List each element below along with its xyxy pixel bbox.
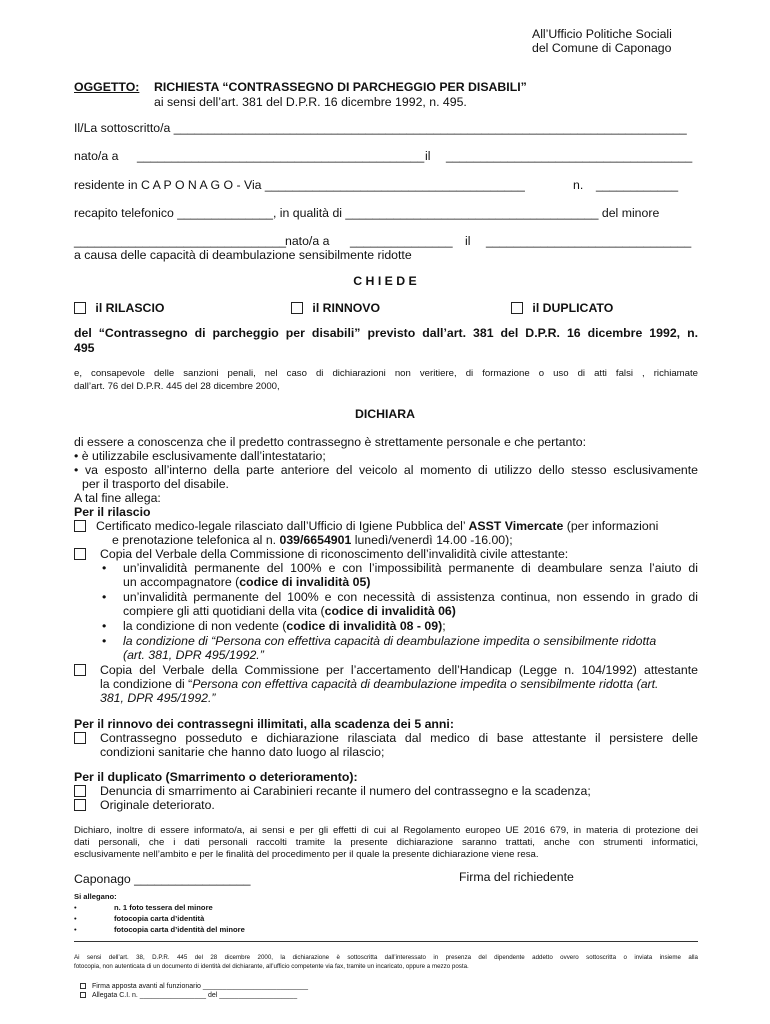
- non-vedente-text: la condizione di non vedente (: [123, 619, 287, 633]
- consapevole-line-1: e, consapevole delle sanzioni penali, nel caso di dichiarazioni non veritiere, di formazione o uso di atti falsi , richiamate: [74, 368, 698, 379]
- signature-label: Firma del richiedente: [459, 870, 574, 884]
- certificato-line-2: [112, 533, 513, 548]
- dichiara-bullet-2-line-1: • va esposto all’interno della parte anteriore del veicolo al momento di utilizzo dello stesso esclusivamente: [74, 463, 698, 477]
- ci-checkbox[interactable]: [80, 992, 86, 998]
- subject-reference: ai sensi dell’art. 381 del D.P.R. 16 dicembre 1992, n. 495.: [154, 95, 467, 109]
- footer-check-1: [80, 982, 308, 991]
- certificato-checkbox[interactable]: [74, 520, 86, 532]
- originale-text: Originale deteriorato.: [100, 798, 215, 812]
- non-vedente-line: [123, 619, 446, 634]
- funzionario-checkbox[interactable]: [80, 983, 86, 989]
- bullet-dot: •: [74, 914, 77, 923]
- denuncia-checkbox[interactable]: [74, 785, 86, 797]
- street-number-field[interactable]: ____________: [596, 178, 679, 192]
- minor-date-label: il: [465, 234, 471, 248]
- attachment-minor-id-card: fotocopia carta d’identità del minore: [114, 925, 245, 934]
- semicolon: ;: [442, 619, 446, 633]
- privacy-line-1: Dichiaro, inoltre di essere informato/a, ai sensi e per gli effetti di cui al Regolamento europeo UE 2016 679, in materia di protezione dei: [74, 825, 698, 836]
- funzionario-text: Firma apposta avanti al funzionario ___________________________: [91, 983, 308, 990]
- attachments-heading: Si allegano:: [74, 892, 117, 901]
- recipient-line-2: del Comune di Caponago: [532, 41, 672, 55]
- contrassegno-object-line-2: 495: [74, 341, 95, 355]
- verbale-handicap-checkbox[interactable]: [74, 664, 86, 676]
- bullet-dot: •: [102, 561, 107, 575]
- deambulazione-line-1: la condizione di “Persona con effettiva capacità di deambulazione impedita o sensibilmente ridotta: [123, 634, 657, 648]
- dichiara-heading: DICHIARA: [354, 407, 416, 421]
- born-at-label: nato/a a: [74, 149, 119, 163]
- persona-text: Persona con effettiva capacità di deambulazione impedita o sensibilmente ridotta (art.: [192, 677, 659, 691]
- invalidita-05-line-2: [123, 575, 370, 590]
- born-at-field[interactable]: __________________________________________: [137, 149, 425, 163]
- footer-note-line-1: Ai sensi dell’art. 38, D.P.R. 445 del 28 dicembre 2000, la dichiarazione è sottoscritta dall’interessato in presenza del dipendente addetto ovvero sottoscritta o inviata insieme alla: [74, 954, 698, 961]
- handicap-line-1: Copia del Verbale della Commissione per l’accertamento dell’Handicap (Legge n. 104/1992) attestante: [100, 663, 698, 677]
- invalidita-06-line-2: [123, 604, 456, 619]
- phone-field[interactable]: recapito telefonico ______________, in qualità di _____________________________________ del minore: [74, 206, 660, 220]
- rilascio-heading: Per il rilascio: [74, 505, 151, 519]
- verbale-invalidita-text: Copia del Verbale della Commissione di riconoscimento dell’invalidità civile attestante:: [100, 547, 569, 561]
- chiede-heading: C H I E D E: [353, 274, 417, 288]
- minor-date-field[interactable]: ______________________________: [486, 234, 692, 248]
- minor-name-field[interactable]: _______________________________: [74, 234, 287, 248]
- bullet-dot: •: [102, 619, 107, 633]
- codice-05: codice di invalidità 05): [239, 575, 371, 589]
- invalidita-05-line-1: un’invalidità permanente del 100% e con l’impossibilità permanente di deambulare senza l’aiuto di: [123, 561, 698, 575]
- dichiara-bullet-2-line-2: per il trasporto del disabile.: [82, 477, 229, 491]
- prenotazione-text: e prenotazione telefonica al n.: [112, 533, 277, 547]
- bullet-dot: •: [102, 590, 107, 604]
- residence-field[interactable]: residente in C A P O N A G O - Via ______________________________________: [74, 178, 525, 192]
- contrassegno-object-line-1: del “Contrassegno di parcheggio per disabili” previsto dall’art. 381 del D.P.R. 16 dicembre 1992, n.: [74, 326, 698, 340]
- cause-text: a causa delle capacità di deambulazione sensibilmente ridotte: [74, 248, 412, 262]
- codice-08-09: codice di invalidità 08 - 09): [286, 619, 443, 633]
- invalidita-06-line-1: un’invalidità permanente del 100% e con necessità di assistenza continua, non essendo in grado di: [123, 590, 698, 604]
- attachment-photo: n. 1 foto tessera del minore: [114, 903, 213, 912]
- accompagnatore-text: un accompagnatore (: [123, 575, 240, 589]
- place-date-field[interactable]: Caponago _________________: [74, 872, 251, 886]
- bullet-dot: •: [74, 903, 77, 912]
- footer-note-line-2: fotocopia, non autenticata di un documento di identità del dichiarante, all’ufficio competente via fax, tramite un incaricato, oppure a mezzo posta.: [74, 963, 469, 970]
- subject-label: OGGETTO:: [74, 80, 140, 94]
- privacy-line-3: esclusivamente nell’ambito e per le finalità del procedimento per il quale la presente dichiarazione viene resa.: [74, 849, 539, 860]
- footer-check-2: [80, 991, 297, 1000]
- duplicato-label: il DUPLICATO: [532, 301, 614, 315]
- condizione-text: la condizione di “: [100, 677, 193, 691]
- bullet-dot: •: [102, 634, 107, 648]
- handicap-line-2: [100, 677, 658, 692]
- duplicato-heading: Per il duplicato (Smarrimento o deterioramento):: [74, 770, 358, 784]
- atti-quotidiani-text: compiere gli atti quotidiani della vita (: [123, 604, 325, 618]
- originale-checkbox[interactable]: [74, 799, 86, 811]
- verbale-invalidita-checkbox[interactable]: [74, 548, 86, 560]
- rinnovo-heading: Per il rinnovo dei contrassegni illimitati, alla scadenza dei 5 anni:: [74, 717, 454, 731]
- born-on-label: il: [425, 149, 431, 163]
- attachment-id-card: fotocopia carta d’identità: [114, 914, 205, 923]
- rinnovo-line-1: Contrassegno posseduto e dichiarazione rilasciata dal medico di base attestante il persistere delle: [100, 731, 698, 745]
- codice-06: codice di invalidità 06): [324, 604, 456, 618]
- dichiara-intro: di essere a conoscenza che il predetto contrassegno è strettamente personale e che pertanto:: [74, 435, 587, 449]
- consapevole-line-2: dall’art. 76 del D.P.R. 445 del 28 dicembre 2000,: [74, 381, 280, 392]
- certificato-line-1: [96, 519, 658, 534]
- rinnovo-line-2: condizioni sanitarie che hanno dato luogo al rilascio;: [100, 745, 385, 759]
- deambulazione-line-2: (art. 381, DPR 495/1992.”: [123, 648, 264, 662]
- privacy-line-2: dati personali, che i dati personali raccolti tramite la presente dichiarazione saranno trattati, anche con strumenti informatici,: [74, 837, 698, 848]
- contrassegno-posseduto-checkbox[interactable]: [74, 732, 86, 744]
- ci-text: Allegata C.I. n. _________________ del ____________________: [91, 992, 298, 999]
- minor-born-label: nato/a a: [285, 234, 330, 248]
- minor-born-field[interactable]: _______________: [350, 234, 453, 248]
- undersigned-field[interactable]: Il/La sottoscritto/a ___________________________________________________________________________: [74, 121, 687, 135]
- phone-number: 039/6654901: [279, 533, 352, 547]
- denuncia-text: Denuncia di smarrimento ai Carabinieri recante il numero del contrassegno e la scadenza;: [100, 784, 591, 798]
- duplicato-checkbox[interactable]: [511, 302, 523, 314]
- rilascio-label: il RILASCIO: [95, 301, 165, 315]
- opening-hours: lunedì/venerdì 14.00 -16.00);: [354, 533, 513, 547]
- rinnovo-checkbox[interactable]: [291, 302, 303, 314]
- certificato-text: Certificato medico-legale rilasciato dall’Ufficio di Igiene Pubblica del’: [96, 519, 466, 533]
- handicap-line-3: 381, DPR 495/1992.”: [100, 691, 216, 705]
- dichiara-bullet-1: • è utilizzabile esclusivamente dall’intestatario;: [74, 449, 326, 463]
- certificato-info: (per informazioni: [566, 519, 659, 533]
- allega-text: A tal fine allega:: [74, 491, 161, 505]
- rinnovo-label: il RINNOVO: [312, 301, 381, 315]
- subject-title: RICHIESTA “CONTRASSEGNO DI PARCHEGGIO PER DISABILI”: [154, 80, 527, 94]
- asst-name: ASST Vimercate: [468, 519, 564, 533]
- born-on-field[interactable]: ____________________________________: [446, 149, 693, 163]
- street-number-label: n.: [573, 178, 584, 192]
- rilascio-checkbox[interactable]: [74, 302, 86, 314]
- bullet-dot: •: [74, 925, 77, 934]
- footer-divider: [74, 941, 698, 942]
- recipient-line-1: All’Ufficio Politiche Sociali: [532, 27, 672, 41]
